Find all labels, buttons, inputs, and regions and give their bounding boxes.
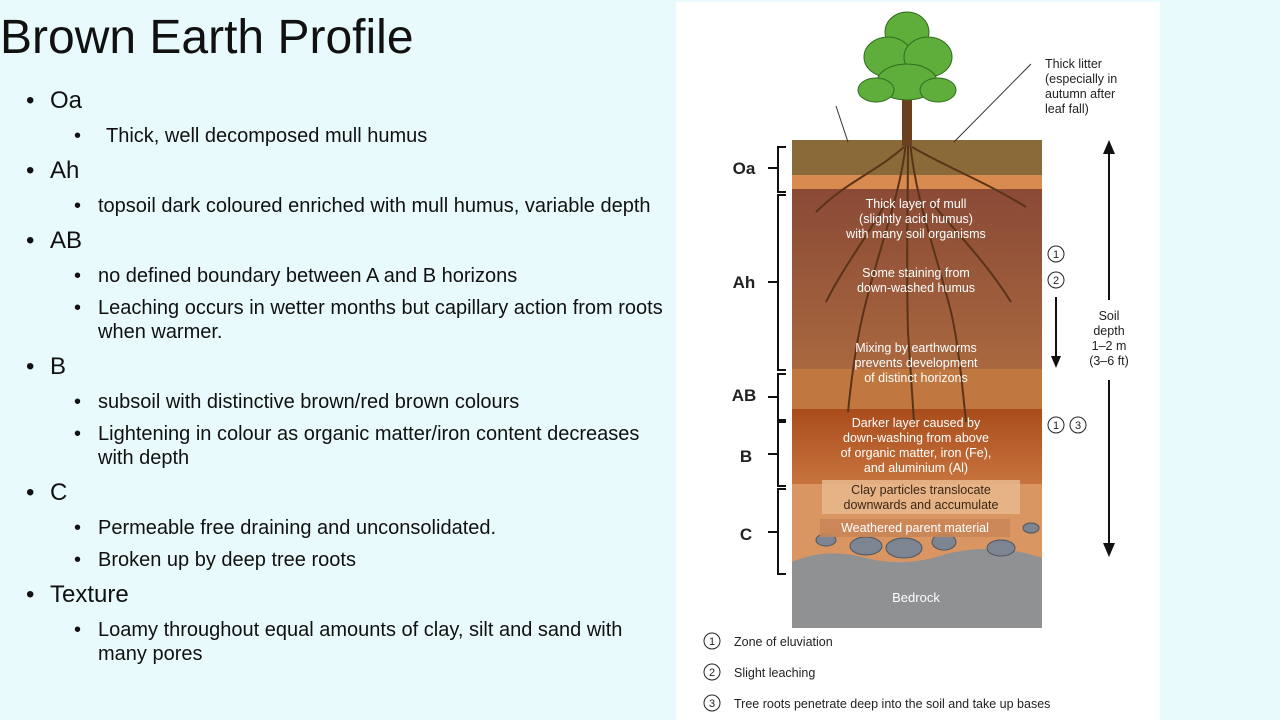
litter-note-line: autumn after	[1045, 87, 1116, 101]
horizon-label-c: C	[739, 525, 753, 544]
soil-depth-note	[1089, 309, 1129, 368]
litter-leader-line	[954, 64, 1031, 142]
marker-3: 3	[1074, 420, 1082, 432]
clay-note-line: downwards and accumulate	[843, 498, 999, 512]
ah-bracket	[768, 195, 786, 370]
tree	[858, 12, 956, 146]
zone-markers	[1048, 246, 1086, 433]
bullet-oa: • Oa	[24, 86, 674, 116]
clay-note-line: Clay particles translocate	[851, 483, 991, 497]
horizon-label-ah: Ah	[732, 273, 756, 292]
bullet-ah: • Ah	[24, 156, 674, 186]
horizon-brackets	[768, 147, 786, 574]
b-bracket	[768, 422, 786, 486]
darker-note-line: and aluminium (Al)	[863, 461, 969, 475]
litter-note-line: leaf fall)	[1045, 102, 1089, 116]
darker-note-line: down-washing from above	[843, 431, 989, 445]
depth-note-line: depth	[1093, 324, 1125, 338]
bullet-ab: • AB	[24, 226, 674, 256]
stone	[987, 540, 1015, 556]
tree-foliage	[858, 12, 956, 102]
sub-bullet-ab-2: • Leaching occurs in wetter months but capillary action from roots when warmer.	[24, 296, 674, 344]
litter-layer	[792, 140, 1042, 175]
bullet-c: • C	[24, 478, 674, 508]
mixing-note-line: Mixing by earthworms	[855, 341, 977, 355]
bullet-list	[24, 78, 674, 666]
bullet-b: • B	[24, 352, 674, 382]
soil-profile-diagram	[676, 2, 1160, 720]
mull-note-line: (slightly acid humus)	[859, 212, 973, 226]
mull-note-line: with many soil organisms	[846, 227, 986, 241]
sub-bullet-texture-1: • Loamy throughout equal amounts of clay, silt and sand with many pores	[24, 618, 674, 666]
horizon-labels	[732, 159, 757, 544]
darker-note-line: Darker layer caused by	[851, 416, 981, 430]
litter-note-line: Thick litter	[1045, 57, 1102, 71]
sub-bullet-b-2: • Lightening in colour as organic matter/iron content decreases with depth	[24, 422, 674, 470]
darker-note-line: of organic matter, iron (Fe),	[840, 446, 992, 460]
sub-bullet-c-1: • Permeable free draining and unconsolidated.	[24, 516, 674, 540]
sub-bullet-ab-1: • no defined boundary between A and B horizons	[24, 264, 674, 288]
legend-num-1: 1	[708, 636, 716, 648]
sub-bullet-b-1: • subsoil with distinctive brown/red brown colours	[24, 390, 674, 414]
c-bracket	[768, 489, 786, 574]
ab-bracket	[768, 374, 786, 420]
bullet-texture: • Texture	[24, 580, 674, 610]
litter-leader-line	[836, 106, 848, 142]
horizon-label-oa: Oa	[732, 159, 756, 178]
stone	[886, 538, 922, 558]
legend-num-2: 2	[708, 667, 716, 679]
depth-note-line: 1–2 m	[1091, 339, 1127, 353]
parent-material-label: Weathered parent material	[841, 521, 989, 535]
depth-note-line: (3–6 ft)	[1089, 354, 1129, 368]
figure-legend	[704, 633, 1050, 711]
sub-bullet-c-2: • Broken up by deep tree roots	[24, 548, 674, 572]
mixing-note-line: of distinct horizons	[864, 371, 968, 385]
mixing-note-line: prevents development	[854, 356, 978, 370]
sub-bullet-ah-1: • topsoil dark coloured enriched with mull humus, variable depth	[24, 194, 674, 218]
stone	[1023, 523, 1039, 533]
slide-title: Brown Earth Profile	[0, 11, 414, 64]
legend-text-2: Slight leaching	[734, 666, 816, 680]
eluviation-arrow-head	[1051, 356, 1061, 368]
litter-note-line: (especially in	[1045, 72, 1118, 86]
depth-note-line: Soil	[1098, 309, 1120, 323]
clay-note	[844, 483, 999, 512]
horizon-label-ab: AB	[731, 386, 757, 405]
mull-note-line: Thick layer of mull	[865, 197, 967, 211]
marker-1: 1	[1052, 249, 1060, 261]
legend-text-3: Tree roots penetrate deep into the soil and take up bases	[734, 697, 1051, 711]
oa-bracket	[768, 147, 786, 192]
marker-1b: 1	[1052, 420, 1060, 432]
staining-note-line: down-washed humus	[856, 281, 976, 295]
staining-note-line: Some staining from	[862, 266, 970, 280]
stone	[850, 537, 882, 555]
litter-note	[1045, 57, 1117, 116]
legend-num-3: 3	[708, 698, 716, 710]
sub-bullet-oa-1: • Thick, well decomposed mull humus	[24, 124, 674, 148]
bedrock-label: Bedrock	[892, 590, 940, 605]
horizon-label-b: B	[739, 447, 753, 466]
marker-2: 2	[1052, 275, 1060, 287]
legend-text-1: Zone of eluviation	[734, 635, 833, 649]
